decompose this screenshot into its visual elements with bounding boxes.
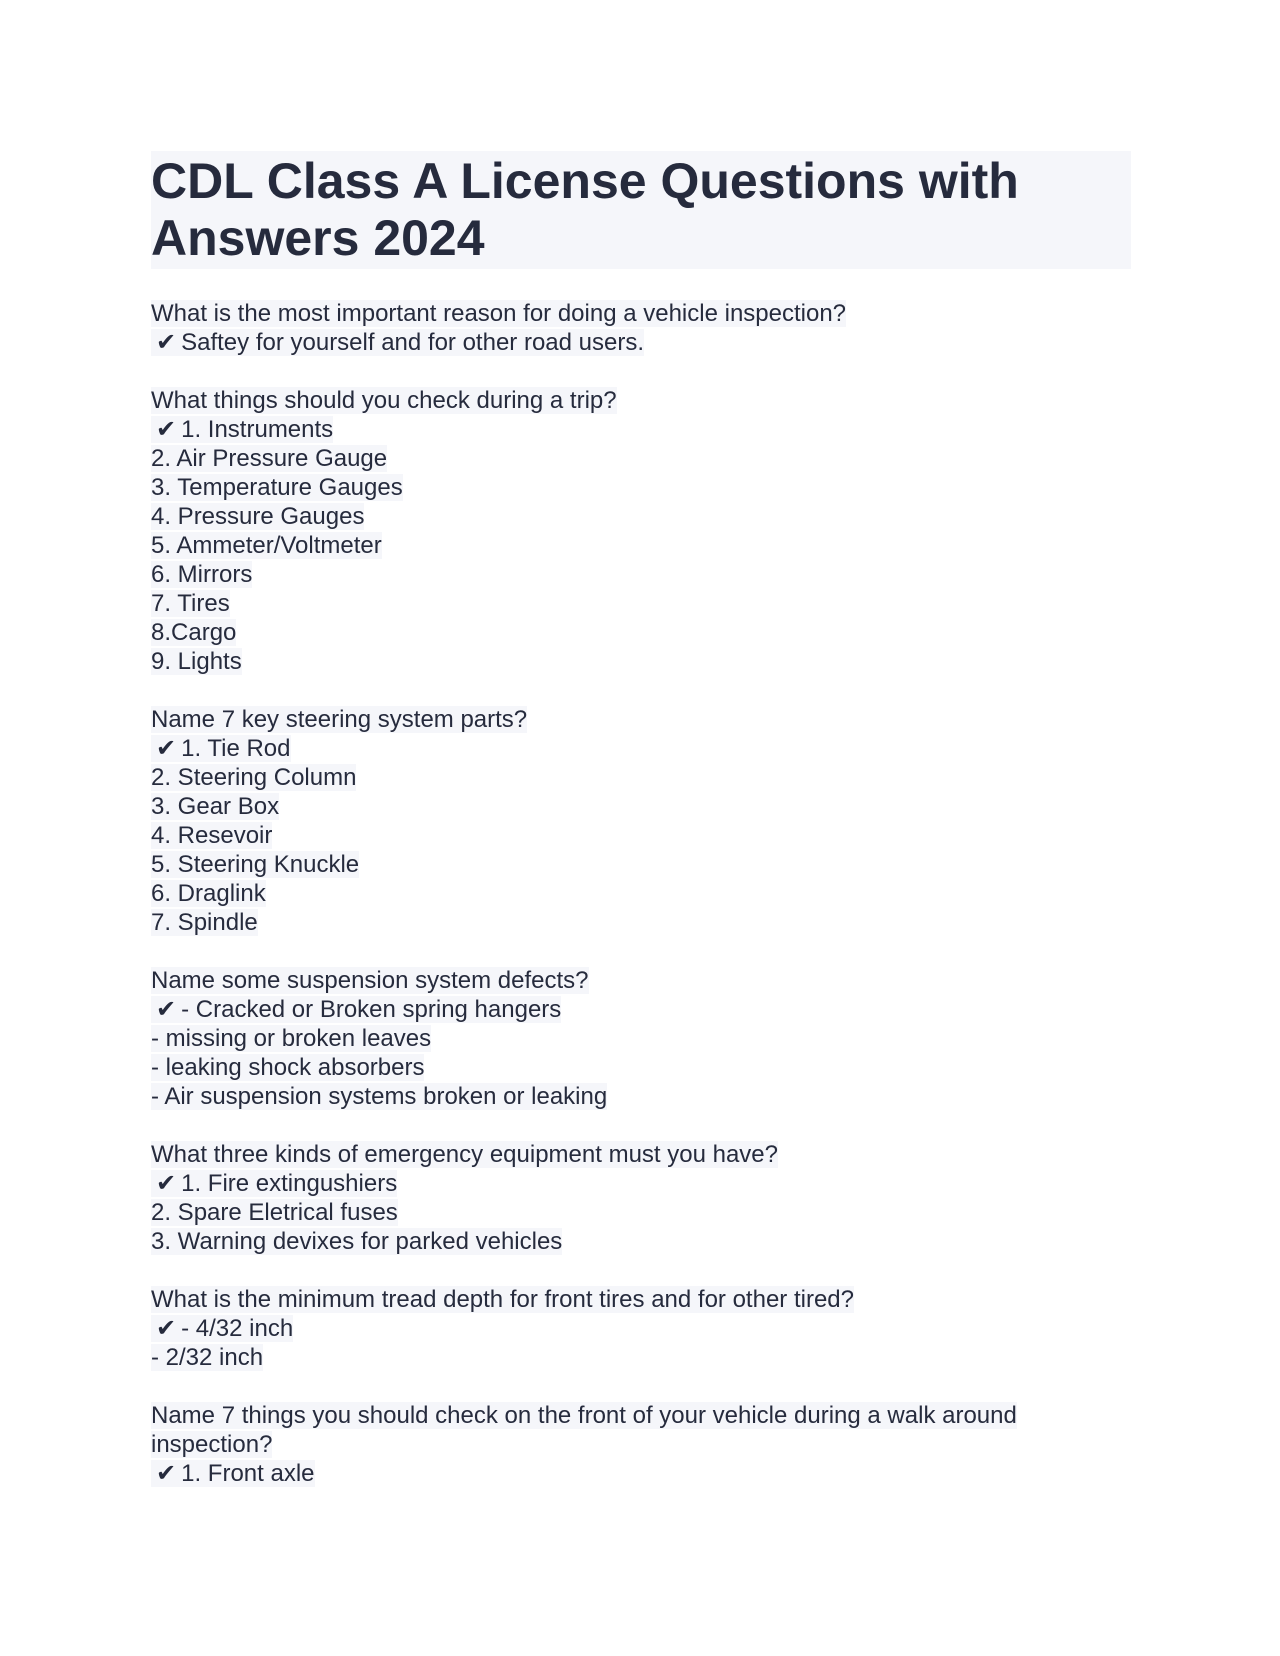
answer-text: 1. Tie Rod [181, 735, 291, 762]
answer-highlight [151, 1054, 424, 1081]
answer-line [151, 415, 1131, 444]
answer-line [151, 1314, 1131, 1343]
answer-highlight [151, 793, 279, 820]
answer-line [151, 1227, 1131, 1256]
answer-line [151, 647, 1131, 676]
checkmark-icon: ✔ [156, 1315, 177, 1342]
answer-line [151, 1169, 1131, 1198]
answer-text: 7. Tires [151, 590, 230, 617]
answer-text: 3. Gear Box [151, 793, 280, 820]
answer-text: - 4/32 inch [181, 1315, 294, 1342]
answer-line [151, 1198, 1131, 1227]
qa-item [151, 966, 1131, 1111]
answer-highlight [151, 329, 644, 356]
checkmark-icon: ✔ [156, 416, 177, 443]
answer-text: Saftey for yourself and for other road users. [181, 329, 645, 356]
question-text [151, 1401, 1131, 1459]
answer-line [151, 444, 1131, 473]
question-text [151, 705, 1131, 734]
answer-highlight [151, 561, 252, 588]
answer-text: 9. Lights [151, 648, 242, 675]
answer-highlight [151, 764, 356, 791]
question-label: Name 7 things you should check on the front of your vehicle during a walk around inspection? [151, 1402, 1017, 1458]
answer-line [151, 1053, 1131, 1082]
answer-highlight [151, 996, 561, 1023]
answer-text: 5. Steering Knuckle [151, 851, 360, 878]
answer-highlight [151, 1228, 562, 1255]
answer-line [151, 1343, 1131, 1372]
answer-highlight [151, 1315, 293, 1342]
question-label: What three kinds of emergency equipment must you have? [151, 1141, 778, 1168]
answer-highlight [151, 445, 387, 472]
answer-line [151, 328, 1131, 357]
answer-text: 8.Cargo [151, 619, 237, 646]
answer-line [151, 560, 1131, 589]
qa-item [151, 299, 1131, 357]
document-title: CDL Class A License Questions with Answers 2024 [151, 151, 1131, 269]
answer-line [151, 1459, 1131, 1488]
answer-line [151, 1024, 1131, 1053]
answer-highlight [151, 1460, 315, 1487]
answer-text: 2. Spare Eletrical fuses [151, 1199, 398, 1226]
question-label: What is the most important reason for doing a vehicle inspection? [151, 300, 847, 327]
answer-highlight [151, 532, 382, 559]
checkmark-icon: ✔ [156, 329, 177, 356]
answer-highlight [151, 416, 333, 443]
answer-highlight [151, 1025, 431, 1052]
answer-line [151, 531, 1131, 560]
answer-line [151, 792, 1131, 821]
answer-highlight [151, 619, 236, 646]
answer-line [151, 850, 1131, 879]
answer-line [151, 502, 1131, 531]
question-label: What things should you check during a trip? [151, 387, 617, 414]
answer-line [151, 821, 1131, 850]
document-page [151, 151, 1131, 1517]
answer-line [151, 908, 1131, 937]
answer-text: 2. Steering Column [151, 764, 357, 791]
answer-text: 1. Fire extingushiers [181, 1170, 398, 1197]
checkmark-icon: ✔ [156, 1460, 177, 1487]
answer-text: - Air suspension systems broken or leaking [151, 1083, 608, 1110]
answer-highlight [151, 1083, 607, 1110]
question-text [151, 1140, 1131, 1169]
answer-text: - 2/32 inch [151, 1344, 264, 1371]
answer-text: 6. Mirrors [151, 561, 253, 588]
qa-item [151, 1140, 1131, 1256]
answer-text: 6. Draglink [151, 880, 266, 907]
question-text [151, 1285, 1131, 1314]
checkmark-icon: ✔ [156, 996, 177, 1023]
answer-highlight [151, 909, 258, 936]
answer-text: 1. Instruments [181, 416, 334, 443]
answer-line [151, 763, 1131, 792]
question-label: Name 7 key steering system parts? [151, 706, 528, 733]
qa-item [151, 386, 1131, 676]
answer-text: 2. Air Pressure Gauge [151, 445, 388, 472]
answer-line [151, 734, 1131, 763]
answer-highlight [151, 735, 291, 762]
answer-highlight [151, 822, 272, 849]
answer-text: 5. Ammeter/Voltmeter [151, 532, 382, 559]
answer-line [151, 618, 1131, 647]
checkmark-icon: ✔ [156, 735, 177, 762]
qa-list [151, 299, 1131, 1488]
answer-highlight [151, 1344, 263, 1371]
question-text [151, 386, 1131, 415]
question-label: What is the minimum tread depth for front tires and for other tired? [151, 1286, 854, 1313]
answer-text: 4. Pressure Gauges [151, 503, 365, 530]
answer-text: - Cracked or Broken spring hangers [181, 996, 562, 1023]
qa-item [151, 705, 1131, 937]
answer-highlight [151, 474, 403, 501]
answer-highlight [151, 1199, 398, 1226]
question-label: Name some suspension system defects? [151, 967, 589, 994]
answer-line [151, 995, 1131, 1024]
answer-highlight [151, 880, 266, 907]
answer-text: 7. Spindle [151, 909, 258, 936]
question-text [151, 299, 1131, 328]
answer-highlight [151, 503, 364, 530]
answer-text: 1. Front axle [181, 1460, 315, 1487]
answer-line [151, 589, 1131, 618]
answer-highlight [151, 648, 242, 675]
qa-item [151, 1285, 1131, 1372]
checkmark-icon: ✔ [156, 1170, 177, 1197]
answer-text: 4. Resevoir [151, 822, 273, 849]
answer-line [151, 1082, 1131, 1111]
answer-highlight [151, 590, 230, 617]
answer-line [151, 879, 1131, 908]
answer-text: - leaking shock absorbers [151, 1054, 425, 1081]
answer-text: 3. Temperature Gauges [151, 474, 403, 501]
answer-highlight [151, 1170, 397, 1197]
answer-text: 3. Warning devixes for parked vehicles [151, 1228, 563, 1255]
answer-line [151, 473, 1131, 502]
answer-highlight [151, 851, 359, 878]
answer-text: - missing or broken leaves [151, 1025, 432, 1052]
qa-item [151, 1401, 1131, 1488]
question-text [151, 966, 1131, 995]
